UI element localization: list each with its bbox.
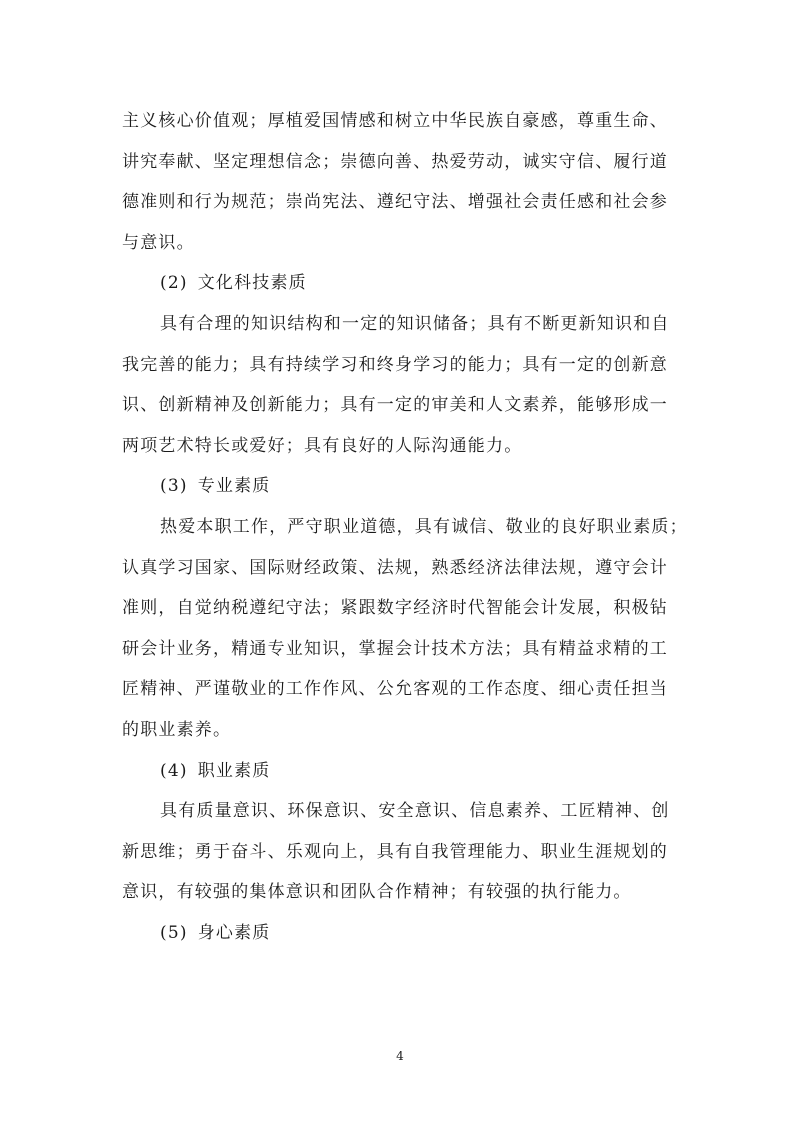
- paragraph-culture-tech: [122, 304, 682, 466]
- text-line: 两项艺术特长或爱好；具有良好的人际沟通能力。: [122, 435, 523, 456]
- heading-title: 职业素质: [197, 760, 271, 781]
- heading-number: (4): [160, 760, 188, 781]
- text-line: 与意识。: [122, 232, 195, 253]
- text-line: 准则，自觉纳税遵纪守法；紧跟数字经济时代智能会计发展，积极钻: [122, 598, 668, 619]
- text-line: 德准则和行为规范；崇尚宪法、遵纪守法、增强社会责任感和社会参: [122, 192, 668, 213]
- heading-title: 专业素质: [197, 476, 271, 497]
- text-line: 的职业素养。: [122, 719, 232, 740]
- heading-number: (3): [160, 476, 188, 497]
- page-content: [122, 101, 688, 953]
- text-line: 识、创新精神及创新能力；具有一定的审美和人文素养，能够形成一: [122, 395, 668, 416]
- section-heading-professional: [122, 466, 682, 507]
- paragraph-ideological-continued: [122, 101, 682, 263]
- paragraph-professional: [122, 507, 688, 751]
- text-line: 讲究奉献、坚定理想信念；崇德向善、热爱劳动，诚实守信、履行道: [122, 151, 668, 172]
- section-heading-vocational: [122, 751, 682, 792]
- section-heading-culture-tech: [122, 263, 682, 304]
- text-line: 具有质量意识、环保意识、安全意识、信息素养、工匠精神、创: [160, 801, 670, 822]
- heading-number: (2): [160, 273, 188, 294]
- text-line: 热爱本职工作，严守职业道德，具有诚信、敬业的良好职业素质；: [160, 516, 688, 537]
- text-line: 我完善的能力；具有持续学习和终身学习的能力；具有一定的创新意: [122, 354, 668, 375]
- text-line: 研会计业务，精通专业知识，掌握会计技术方法；具有精益求精的工: [122, 638, 668, 659]
- text-line: 匠精神、严谨敬业的工作作风、公允客观的工作态度、细心责任担当: [122, 679, 668, 700]
- paragraph-vocational: [122, 791, 682, 913]
- text-line: 认真学习国家、国际财经政策、法规，熟悉经济法律法规，遵守会计: [122, 557, 668, 578]
- heading-title: 身心素质: [197, 922, 271, 943]
- text-line: 主义核心价值观；厚植爱国情感和树立中华民族自豪感，尊重生命、: [122, 111, 668, 131]
- text-line: 新思维；勇于奋斗、乐观向上，具有自我管理能力、职业生涯规划的: [122, 841, 668, 862]
- section-heading-physical-mental: [122, 913, 682, 954]
- heading-number: (5): [160, 922, 188, 943]
- text-line: 具有合理的知识结构和一定的知识储备；具有不断更新知识和自: [160, 313, 670, 334]
- text-line: 意识，有较强的集体意识和团队合作精神；有较强的执行能力。: [122, 882, 632, 903]
- page-number: 4: [396, 1049, 404, 1063]
- heading-title: 文化科技素质: [197, 273, 307, 294]
